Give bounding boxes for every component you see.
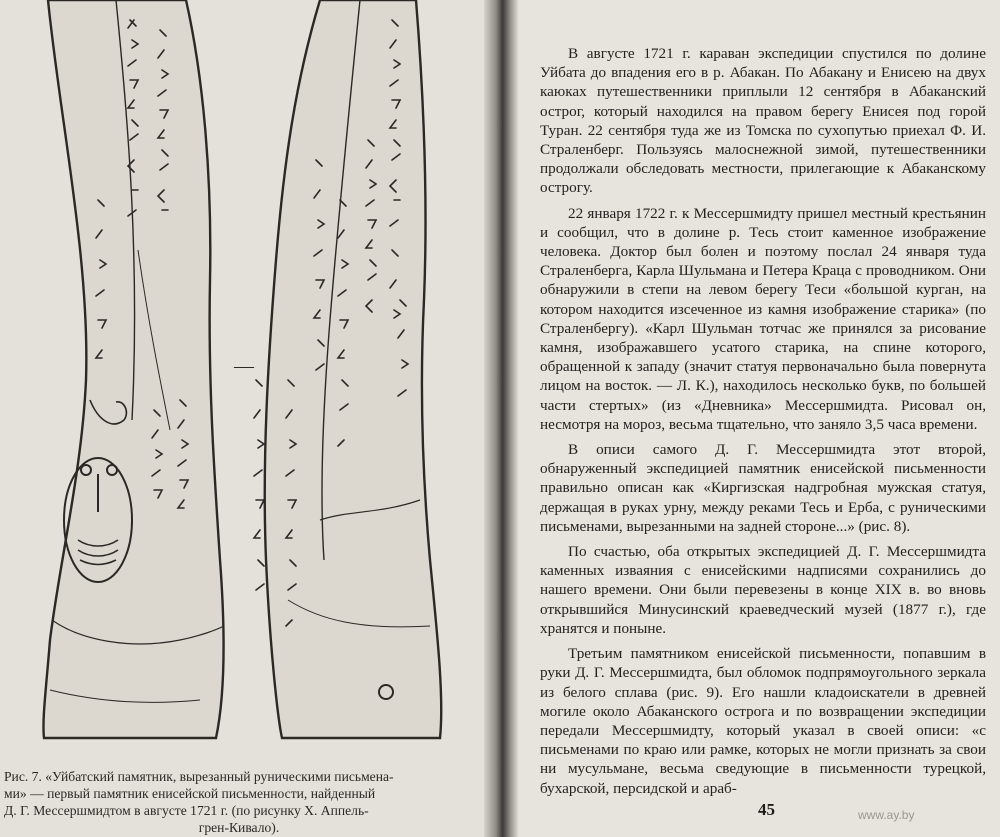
paragraph: 22 января 1722 г. к Мессершмидту пришел местный крестьянин и сообщил, что в долине р. Тесь стоит каменное изображение человека. Доктор был болен и поэтому послал 24 января туда Страленберга, Карла Шульмана и Петера Краца с проводником. Они обнаружили в степи на левом берегу Теси «большой курган, на котором находится изсеченное из камня изображение старика» (по Страленбергу). «Карл Шульман тотчас же принялся за рисование камня, изображавшего усатого старика, на спине которого, обращенной к западу (значит статуя первоначально была повернута лицом на восток. — Л. К.), находилось несколько букв, по большей части стертых» (из «Дневника» Мессершмидта. Рисовал он, несмотря на мороз, весьма тщательно, что заняло 3,5 часа времени. bbox=[540, 204, 986, 433]
book-gutter bbox=[484, 0, 518, 837]
caption-line: Рис. 7. «Уйбатский памятник, вырезанный руническими письмена- bbox=[4, 769, 394, 784]
paragraph: В августе 1721 г. караван экспедиции спустился по долине Уйбата до впадения его в р. Абакан. По Абакану и Енисею на двух каюках путешественники приплыли 12 сентября в Абаканский острог, который находился на правом берегу Енисея под горой Туран. 22 сентября туда же из Томска по сухопутью приехал Ф. И. Страленберг. Пользуясь малоснежной зимой, путешественники продолжали обследовать местности, прилегающие к Абаканскому острогу. bbox=[540, 45, 986, 197]
paragraph: По счастью, оба открытых экспедицией Д. Г. Мессершмидта каменных изваяния с енисейскими надписями сохранились до нашего времени. Они были перевезены в конце XIX в. во вновь открывшийся Минусинский краеведческий музей (1877 г.), где хранятся и поныне. bbox=[540, 543, 986, 637]
left-page bbox=[0, 0, 488, 837]
figure-caption bbox=[4, 768, 474, 836]
page-number: 45 bbox=[758, 800, 775, 819]
caption-line: грен-Кивало). bbox=[198, 820, 280, 835]
paragraph: Третьим памятником енисейской письменности, попавшим в руки Д. Г. Мессершмидта, был обломок подпрямоугольного зеркала из белого сплава (рис. 9). Его нашли кладоискатели в древней могиле около Абаканского острога и по возвращении экспедиции передали Мессершмидту, который указал в своей описи: «с письменами по краю или рамке, которых не могли признать за свои ни мусульмане, весьма сведующие в письменности турецкой, бухарской, персидской и араб- bbox=[540, 645, 986, 797]
paragraph: В описи самого Д. Г. Мессершмидта этот второй, обнаруженный экспедицией памятник енисейской письменности правильно описан как «Киргизская надгробная мужская статуя, держащая в руках урну, между реками Тесь и Ерба, с руническими письменами, вырезанными на задней стороне...» (рис. 8). bbox=[540, 441, 986, 535]
right-page bbox=[518, 0, 1000, 837]
body-text bbox=[540, 44, 986, 804]
figure-dash: — bbox=[234, 355, 254, 377]
stele-illustration bbox=[20, 0, 460, 760]
caption-line: Д. Г. Мессершмидтом в августе 1721 г. (по рисунку Х. Аппель- bbox=[4, 803, 369, 818]
caption-line: ми» — первый памятник енисейской письменности, найденный bbox=[4, 786, 376, 801]
figure-rune-stele-drawing bbox=[20, 0, 460, 760]
stele-right-outline bbox=[265, 0, 442, 738]
watermark-text: www.ay.by bbox=[858, 808, 915, 822]
